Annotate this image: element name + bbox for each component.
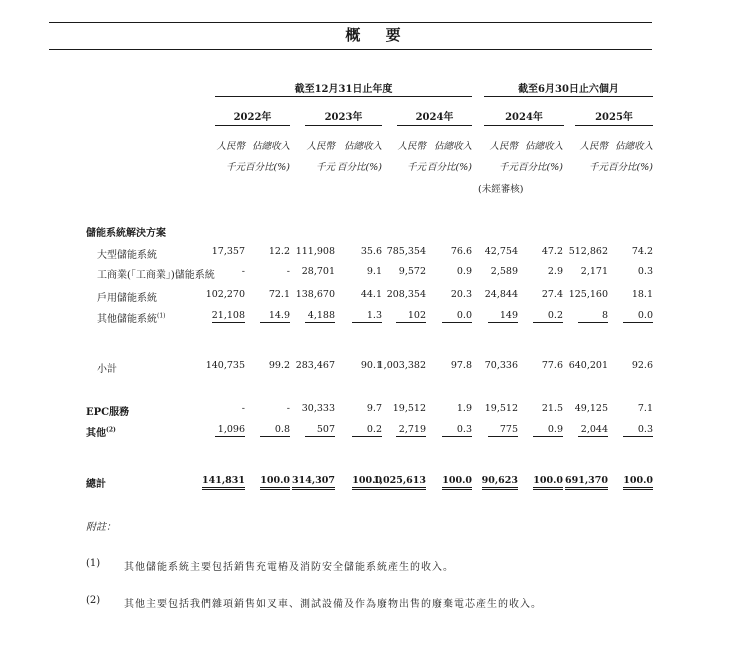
table-cell: 0.3 <box>623 424 653 437</box>
table-cell: 9,572 <box>398 266 426 277</box>
table-cell: 14.9 <box>260 310 290 323</box>
top-rule <box>49 22 652 23</box>
table-cell: 90,623 <box>482 475 518 490</box>
col-pct-unit: 百分比(%) <box>337 162 382 173</box>
col-pct-header: 佔總收入 <box>433 141 472 152</box>
table-cell: 0.3 <box>637 266 653 277</box>
table-cell: 314,307 <box>292 475 335 490</box>
table-cell: 21.5 <box>541 403 563 414</box>
year-rule-2022 <box>215 125 290 126</box>
table-cell: 283,467 <box>295 360 335 371</box>
col-pct-unit: 百分比(%) <box>427 162 472 173</box>
row-label-residential: 戶用儲能系統 <box>97 293 157 304</box>
table-cell: 775 <box>488 424 518 437</box>
col-pct-unit: 百分比(%) <box>518 162 563 173</box>
table-cell: 100.0 <box>260 475 290 490</box>
footnote-text: 其他儲能系統主要包括銷售充電樁及消防安全儲能系統產生的收入。 <box>124 562 454 573</box>
table-cell: 27.4 <box>541 289 563 300</box>
table-cell: 18.1 <box>631 289 653 300</box>
table-cell: 2,044 <box>578 424 608 437</box>
table-cell: 1,025,613 <box>373 475 426 490</box>
row-label-utility-scale: 大型儲能系統 <box>97 250 157 261</box>
table-cell: 141,831 <box>202 475 245 490</box>
table-cell: - <box>286 266 290 277</box>
table-cell: 19,512 <box>392 403 426 414</box>
table-cell: 8 <box>578 310 608 323</box>
table-cell: 47.2 <box>541 246 563 257</box>
table-cell: 90.1 <box>360 360 382 371</box>
table-cell: 507 <box>305 424 335 437</box>
year-header-2022: 2022年 <box>233 112 272 123</box>
table-cell: 208,354 <box>386 289 426 300</box>
table-cell: 77.6 <box>541 360 563 371</box>
table-cell: 72.1 <box>268 289 290 300</box>
table-cell: 21,108 <box>211 310 245 321</box>
table-cell: 9.1 <box>366 266 382 277</box>
table-cell: 1.9 <box>456 403 472 414</box>
year-rule-2024 <box>397 125 472 126</box>
table-cell: 140,735 <box>205 360 245 371</box>
group-annual-rule <box>215 96 472 97</box>
table-cell: 2.9 <box>547 266 563 277</box>
table-cell: 100.0 <box>533 475 563 490</box>
table-cell: 24,844 <box>484 289 518 300</box>
table-cell: - <box>241 266 245 277</box>
table-cell: 28,701 <box>301 266 335 277</box>
table-cell: - <box>241 403 245 414</box>
footnote-number: (2) <box>86 595 101 606</box>
table-cell: 0.2 <box>533 310 563 323</box>
col-rmb-header: 人民幣 <box>306 141 335 152</box>
table-cell: 44.1 <box>360 289 382 300</box>
table-cell: 97.8 <box>450 360 472 371</box>
footnote-ref: (2) <box>106 426 116 434</box>
col-rmb-unit: 千元 <box>406 162 426 173</box>
col-rmb-unit: 千元 <box>498 162 518 173</box>
table-cell: 0.0 <box>623 310 653 323</box>
table-cell: 125,160 <box>568 289 608 300</box>
col-pct-header: 佔總收入 <box>251 141 290 152</box>
col-rmb-header: 人民幣 <box>216 141 245 152</box>
table-cell: 1,003,382 <box>377 360 426 371</box>
col-rmb-unit: 千元 <box>588 162 608 173</box>
table-cell: 100.0 <box>623 475 653 490</box>
row-label-others-text: 其他 <box>86 428 106 439</box>
table-cell: 30,333 <box>301 403 335 414</box>
table-cell: 2,171 <box>580 266 608 277</box>
group-interim-rule <box>484 96 653 97</box>
table-cell: 149 <box>488 310 518 323</box>
col-rmb-header: 人民幣 <box>397 141 426 152</box>
group-interim-header: 截至6月30日止六個月 <box>518 84 619 95</box>
table-cell: 1,096 <box>215 424 245 437</box>
table-cell: 7.1 <box>637 403 653 414</box>
footnote-ref: (1) <box>157 312 166 320</box>
table-cell: 2,589 <box>490 266 518 277</box>
table-cell: 0.9 <box>456 266 472 277</box>
table-cell: 102,270 <box>205 289 245 300</box>
table-cell: 42,754 <box>484 246 518 257</box>
section-heading: 儲能系統解決方案 <box>86 228 166 239</box>
table-cell: 0.3 <box>442 424 472 437</box>
table-cell: 35.6 <box>360 246 382 257</box>
table-cell: 0.9 <box>533 424 563 437</box>
table-cell: 17,357 <box>211 246 245 257</box>
table-cell: 2,719 <box>396 424 426 437</box>
table-cell: 92.6 <box>631 360 653 371</box>
row-label-other-storage <box>97 310 166 325</box>
table-cell: 138,670 <box>295 289 335 300</box>
table-cell: - <box>286 403 290 414</box>
table-cell: 4,188 <box>305 310 335 323</box>
col-pct-header: 佔總收入 <box>614 141 653 152</box>
col-pct-header: 佔總收入 <box>524 141 563 152</box>
table-cell: 512,862 <box>568 246 608 257</box>
page-title: 概 要 <box>345 26 411 44</box>
table-cell: 76.6 <box>450 246 472 257</box>
unaudited-note: (未經審核) <box>478 184 524 195</box>
group-annual-header: 截至12月31日止年度 <box>294 84 393 95</box>
col-pct-header: 佔總收入 <box>343 141 382 152</box>
footnote-text: 其他主要包括我們雜項銷售如叉車、測試設備及作為廢物出售的廢棄電芯產生的收入。 <box>124 599 542 610</box>
year-header-2024-interim: 2024年 <box>505 112 543 123</box>
row-label-other-storage-text: 其他儲能系統 <box>97 314 157 325</box>
table-cell: 74.2 <box>631 246 653 257</box>
table-cell: 100.0 <box>352 475 382 490</box>
col-rmb-unit: 千元 <box>225 162 245 173</box>
table-cell: 19,512 <box>484 403 518 414</box>
table-cell: 111,908 <box>295 246 335 257</box>
footnote-number: (1) <box>86 558 101 569</box>
year-header-2024: 2024年 <box>415 112 454 123</box>
year-header-2025: 2025年 <box>595 112 633 123</box>
table-cell: 9.7 <box>366 403 382 414</box>
title-rule <box>49 49 652 50</box>
col-rmb-header: 人民幣 <box>489 141 518 152</box>
table-cell: 70,336 <box>484 360 518 371</box>
table-cell: 99.2 <box>268 360 290 371</box>
table-cell: 691,370 <box>565 475 608 490</box>
table-cell: 1.3 <box>352 310 382 323</box>
year-rule-2025 <box>575 125 653 126</box>
table-cell: 49,125 <box>574 403 608 414</box>
col-rmb-header: 人民幣 <box>579 141 608 152</box>
table-cell: 0.8 <box>260 424 290 437</box>
table-cell: 785,354 <box>386 246 426 257</box>
table-cell: 100.0 <box>442 475 472 490</box>
table-cell: 12.2 <box>268 246 290 257</box>
row-label-subtotal: 小計 <box>97 364 117 375</box>
row-label-total: 總計 <box>86 479 106 490</box>
col-pct-unit: 百分比(%) <box>245 162 290 173</box>
table-cell: 20.3 <box>450 289 472 300</box>
col-pct-unit: 百分比(%) <box>608 162 653 173</box>
table-cell: 0.0 <box>442 310 472 323</box>
table-cell: 640,201 <box>568 360 608 371</box>
table-cell: 102 <box>396 310 426 323</box>
table-cell: 0.2 <box>352 424 382 437</box>
year-rule-2024-interim <box>484 125 564 126</box>
row-label-epc: EPC服務 <box>86 407 130 418</box>
notes-heading: 附註： <box>86 522 116 533</box>
year-header-2023: 2023年 <box>324 112 363 123</box>
row-label-others <box>86 424 116 439</box>
col-rmb-unit: 千元 <box>315 162 335 173</box>
year-rule-2023 <box>305 125 382 126</box>
row-label-ci: 工商業(「工商業」)儲能系統 <box>97 270 215 281</box>
